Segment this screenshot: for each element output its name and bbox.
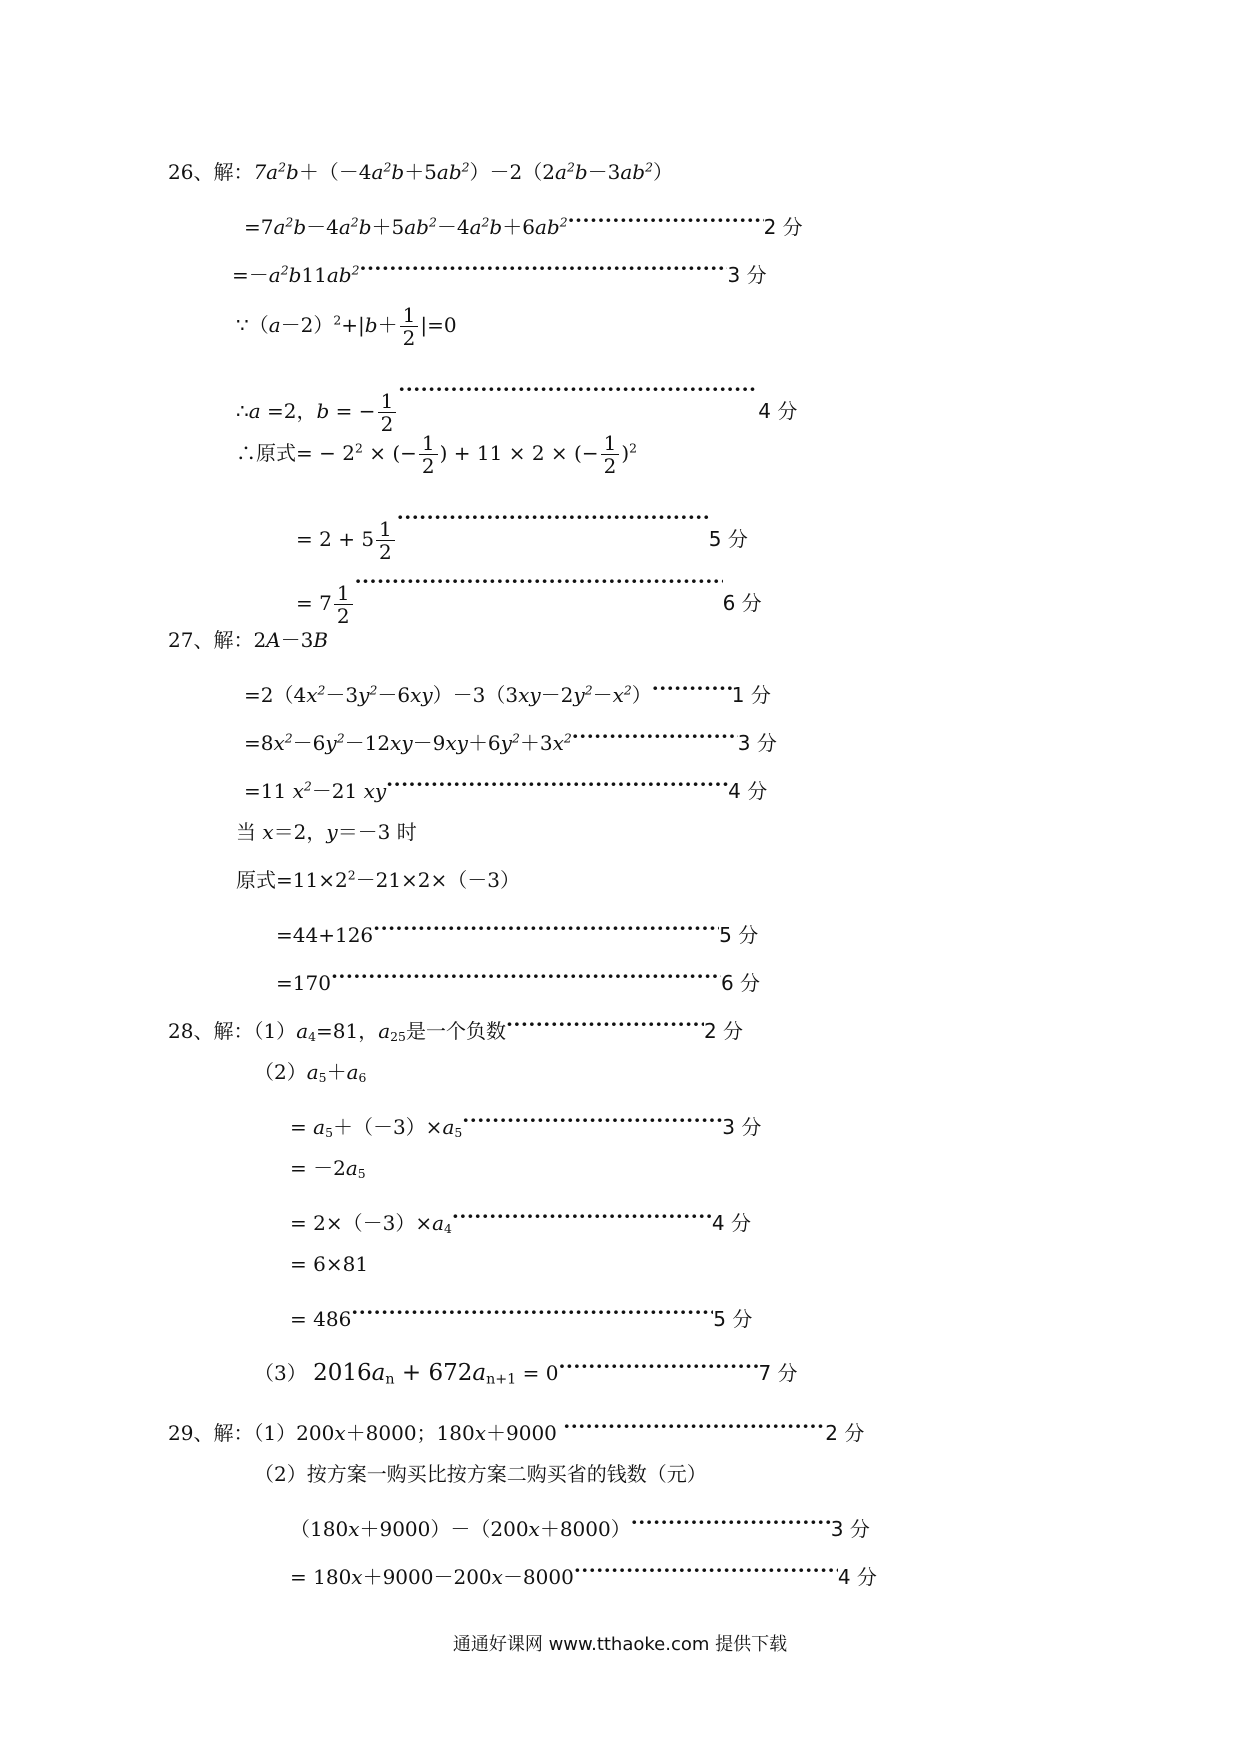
q28-points-4: 4 分 xyxy=(711,1211,752,1235)
q28-points-7: 7 分 xyxy=(758,1361,798,1385)
q28-line-3: = $a_5+(-3)\times a_5\cdot\cdot\cdot\cdot\cdot 3$ 分 xyxy=(290,1106,761,1134)
q27-line-5: 当 x＝2，y＝－3 时 xyxy=(236,820,417,844)
q26-points-4: 4 分 xyxy=(758,399,798,423)
q29-number: 29、解： xyxy=(168,1421,254,1445)
q29-line-2: （2）按方案一购买比按方案二购买省的钱数（元） xyxy=(254,1462,707,1486)
q27-line-6: 原式$=11\times 2^2-21\times 2\times(-3)$ xyxy=(236,867,521,892)
q27-number: 27、解： xyxy=(168,628,254,652)
q26-points-6: 6 分 xyxy=(722,591,762,615)
q27-points-6: 6 分 xyxy=(720,971,761,995)
q27-line-2: $=2(4x^2-3y^2-6xy)-3(3xy-2y^2-x^2)\cdot\cdot\cdot\cdot\cdot 1$ 分 xyxy=(244,674,771,702)
q26-points-5: 5 分 xyxy=(708,527,748,551)
q26-line-7: = 2 + 5 $\frac{1}{2}$ ····· 5 分 xyxy=(296,488,748,546)
q26-line-2: $=7a^2b-4a^2b+5ab^2-4a^2b+6ab^2\cdot\cdot\cdot\cdot\cdot 2$ 分 xyxy=(244,206,803,234)
q27-line-1: 27、解：2A－3B xyxy=(168,628,329,652)
page-footer: 通通好课网 www.tthaoke.com 提供下载 xyxy=(452,1634,788,1655)
q28-points-2: 2 分 xyxy=(703,1019,744,1043)
q27-line-7: =44+126····· 5 分 xyxy=(276,914,758,942)
q26-points-2: 2 分 xyxy=(763,215,803,239)
q26-line-4: $\because(a-2)^2+|b+$ $\frac{1}{2}$ |=0 xyxy=(236,303,457,350)
q26-line-1: 26、解：$7a^2b+(-4a^2b+5ab^2)-2(2a^2b-3ab^2)$ xyxy=(168,159,673,184)
q29-line-4: = 180x＋9000－200x－8000····· 4 分 xyxy=(290,1556,877,1584)
q27-line-8: =170····· 6 分 xyxy=(276,962,760,990)
q29-points-2: 2 分 xyxy=(825,1421,865,1445)
q28-line-5: = $2\times(-3)\times a_4\cdot\cdot\cdot\cdot\cdot 4$ 分 xyxy=(290,1202,751,1230)
q28-points-3: 3 分 xyxy=(722,1115,762,1139)
q28-line-1: 28、解：$(1)a_4=81$，$a_{25}$是一个负数····· 2 分 xyxy=(168,1010,743,1038)
q27-points-3: 3 分 xyxy=(737,731,777,755)
q27-line-3: $=8x^2-6y^2-12xy-9xy+6y^2+3x^2\cdot\cdot\cdot\cdot\cdot 3$ 分 xyxy=(244,722,777,750)
q26-number: 26、解： xyxy=(168,160,254,184)
q28-points-5: 5 分 xyxy=(713,1307,753,1331)
q27-points-4: 4 分 xyxy=(728,779,768,803)
q26-line-6: ∴原式= − $2^2$ × (− $\frac{1}{2}$ ) + 11 × 2 × (− $\frac{1}{2}$ )$^2$ xyxy=(236,431,638,478)
q28-line-6: = 6×81 xyxy=(290,1252,369,1276)
q27-points-1: 1 分 xyxy=(731,683,771,707)
q29-line-3: （180x＋9000）－（200x＋8000）····· 3 分 xyxy=(290,1508,870,1536)
q28-line-4: = $-2a_5$ xyxy=(290,1156,366,1182)
q28-line-2: $(2)a_5+a_6$ xyxy=(254,1060,367,1086)
q26-points-3: 3 分 xyxy=(727,263,767,287)
q26-line-3: $=-a^2b11ab^2\cdot\cdot\cdot\cdot\cdot 3$ 分 xyxy=(232,254,767,282)
q29-line-1: 29、解：（1）200x＋8000；180x＋9000 ····· 2 分 xyxy=(168,1412,864,1440)
q27-line-4: =11 $x^2-21$ xy····· 4 分 xyxy=(244,770,767,798)
q28-number: 28、解： xyxy=(168,1019,254,1043)
q26-line-8: = 7 $\frac{1}{2}$ ····· 6 分 xyxy=(296,552,762,610)
q28-line-8: （3） $2016a_n + 672a_{n+1} = 0\cdot\cdot\cdot\cdot\cdot 7$ 分 xyxy=(254,1352,798,1380)
q26-line-5: ∴a =2，b = − $\frac{1}{2}$ ····· 4 分 xyxy=(236,360,797,418)
fraction-half: $\frac{1}{2}$ xyxy=(400,304,419,349)
q27-points-5: 5 分 xyxy=(719,923,759,947)
q29-points-4: 4 分 xyxy=(837,1565,877,1589)
q28-line-7: = 486····· 5 分 xyxy=(290,1298,752,1326)
q29-points-3: 3 分 xyxy=(830,1517,870,1541)
